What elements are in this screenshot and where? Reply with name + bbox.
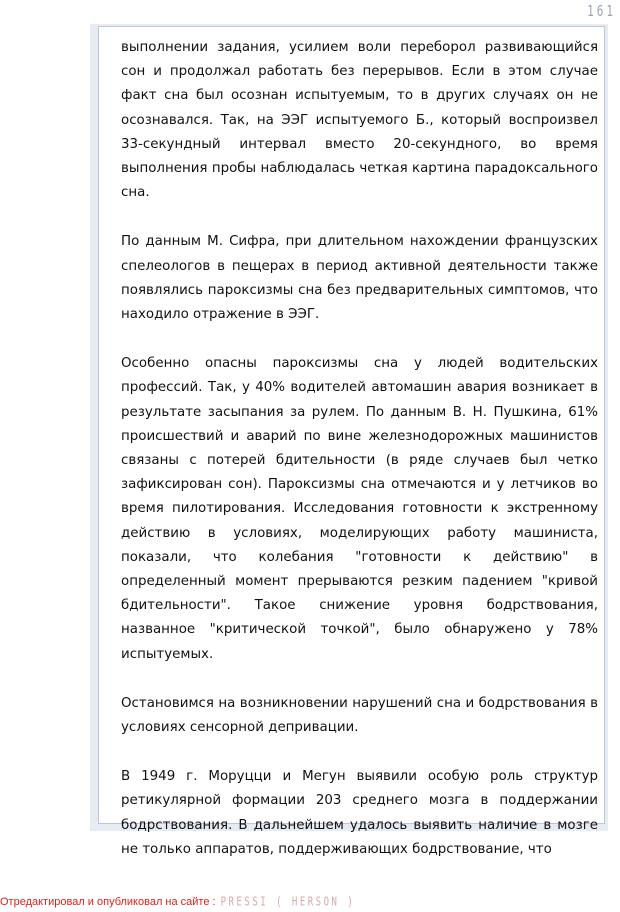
footer-credit: Отредактировал и опубликовал на сайте xyxy=(0,896,210,908)
footer-separator: : xyxy=(209,896,219,908)
footer xyxy=(0,896,355,908)
text-box xyxy=(98,26,605,857)
paragraph-1: выполнении задания, усилием воли переборол развивающийся сон и продолжал работать без перерывов. Если в этом случае факт сна был осознан испытуемым, то в других случаях он не осознавался. Так, на ЭЭГ испытуемого Б., который воспроизвел 33-секундный интервал вместо 20-секундного, во время выполнения пробы наблюдалась четкая картина парадоксального сна. xyxy=(121,40,598,201)
body-text xyxy=(121,36,598,887)
paragraph-3: Особенно опасны пароксизмы сна у людей водительских профессий. Так, у 40% водителей автомашин авария возникает в результате засыпания за рулем. По данным В. Н. Пушкина, 61% происшествий и аварий по вине железнодорожных машинистов связаны с потерей бдительности (в ряде случаев был четко зафиксирован сон). Пароксизмы сна отмечаются и у летчиков во время пилотирования. Исследования готовности к экстренному действию в условиях, моделирующих работу машиниста, показали, что колебания "готовности к действию" в определенный момент прерываются резким падением "кривой бдительности". Такое снижение уровня бодрствования, названное "критической точкой", было обнаружено у 78% испытуемых. xyxy=(121,356,598,662)
footer-site-link[interactable]: PRESSI ( HERSON ) xyxy=(220,896,356,910)
paragraph-4: Остановимся на возникновении нарушений сна и бодрствования в условиях сенсорной депривации. xyxy=(121,695,598,736)
page-number: 161 xyxy=(587,2,616,21)
paragraph-5: В 1949 г. Моруцци и Мегун выявили особую роль структур ретикулярной формации 203 среднего мозга в поддержании бодрствования. В дальнейшем удалось выявить наличие в мозге не только аппаратов, поддерживающих бодрствование, что xyxy=(121,769,598,857)
paragraph-2: По данным М. Сифра, при длительном нахождении французских спелеологов в пещерах в период активной деятельности также появлялись пароксизмы сна без предварительных симптомов, что находило отражение в ЭЭГ. xyxy=(121,234,598,323)
